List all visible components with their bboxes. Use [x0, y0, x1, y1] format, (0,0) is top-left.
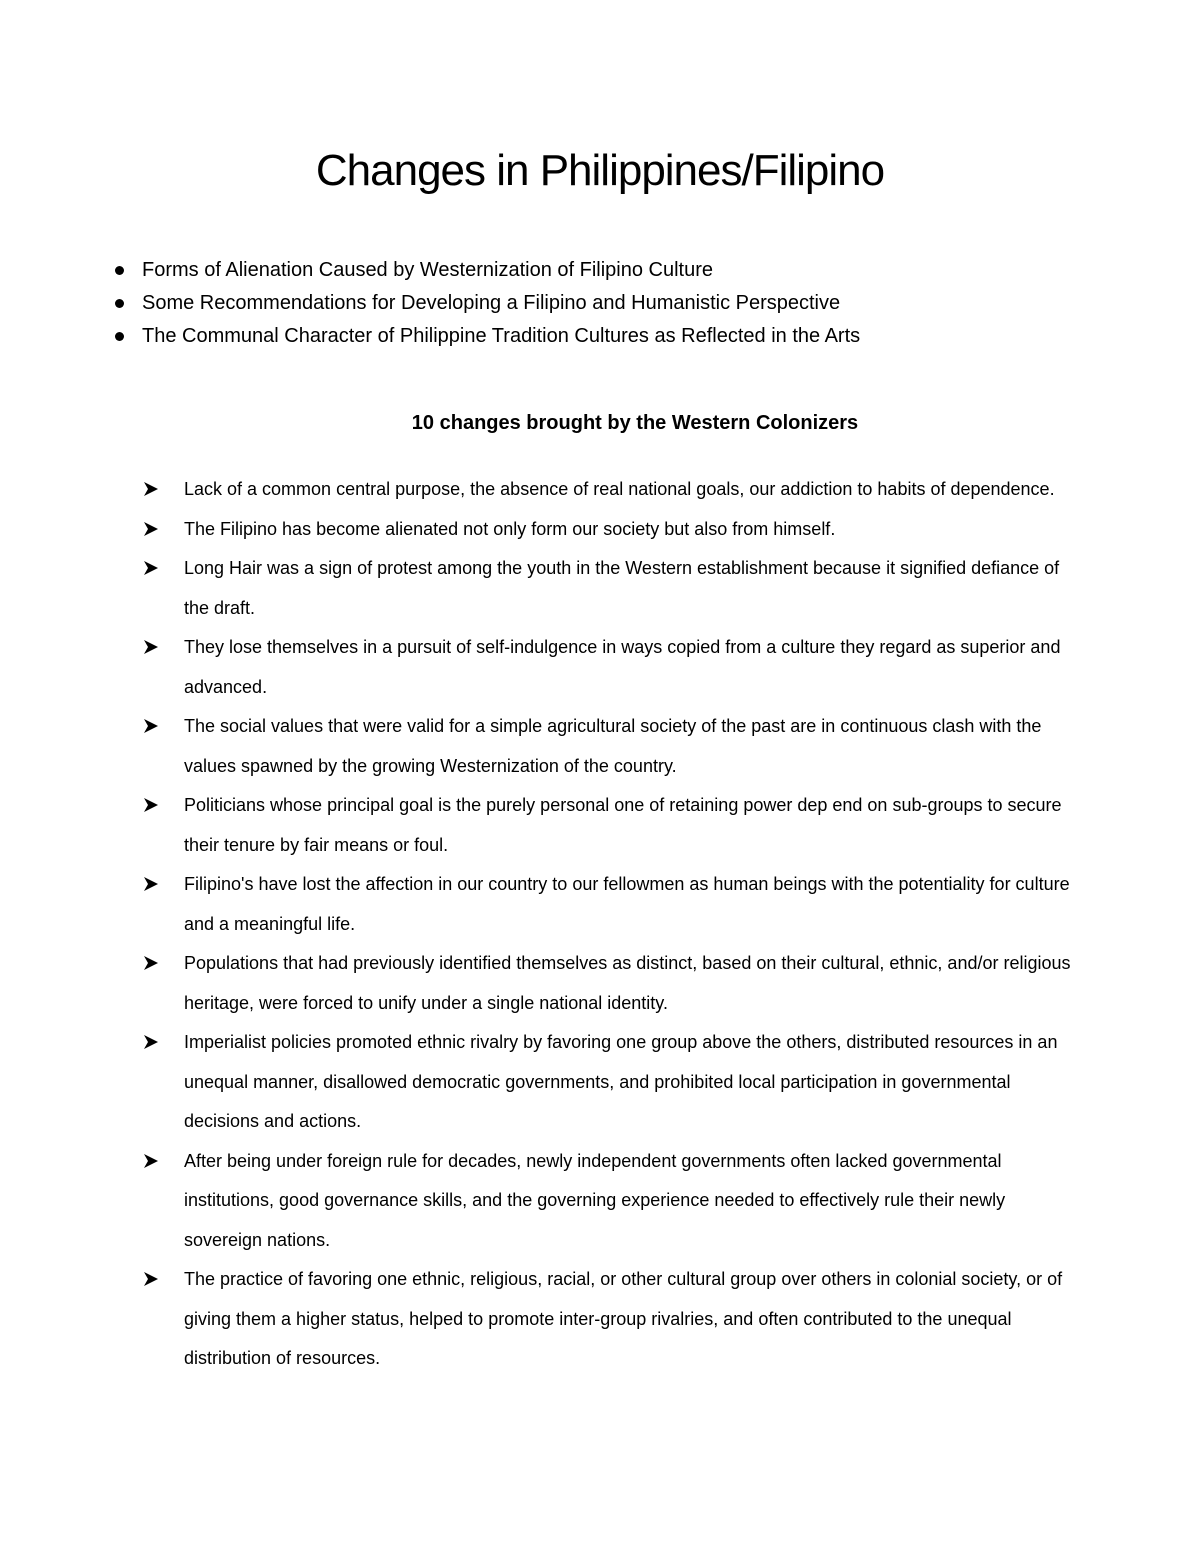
change-text: After being under foreign rule for decades, newly independent governments often lacked governmental institutions, good governance skills, and the governing experience needed to effectively rule their newly sovereign nations.: [184, 1150, 1006, 1250]
arrowhead-bullet-icon: [142, 875, 160, 893]
section-heading: 10 changes brought by the Western Colonizers: [411, 412, 859, 434]
change-item: [140, 470, 1080, 510]
change-item: [140, 1023, 1080, 1142]
change-item: [140, 510, 1080, 550]
change-item: [140, 944, 1080, 1023]
change-text: The practice of favoring one ethnic, religious, racial, or other cultural group over others in colonial society, or of giving them a higher status, helped to promote inter-group rivalries, and often contributed to the unequal distribution of resources.: [184, 1269, 1063, 1368]
topic-list: [110, 256, 1110, 355]
change-text: Politicians whose principal goal is the purely personal one of retaining power dep end on sub-groups to secure their tenure by fair means or foul.: [184, 795, 1062, 855]
topic-item: [110, 289, 1110, 322]
arrowhead-bullet-icon: [142, 717, 160, 735]
topic-text: Some Recommendations for Developing a Filipino and Humanistic Perspective: [142, 292, 841, 314]
change-item: [140, 549, 1080, 628]
arrowhead-bullet-icon: [142, 796, 160, 814]
change-item: [140, 1260, 1080, 1379]
arrowhead-bullet-icon: [142, 638, 160, 656]
change-text: They lose themselves in a pursuit of self-indulgence in ways copied from a culture they regard as superior and advanced.: [184, 637, 1061, 697]
change-text: Imperialist policies promoted ethnic rivalry by favoring one group above the others, distributed resources in an unequal manner, disallowed democratic governments, and prohibited local participation in governmental decisions and actions.: [184, 1032, 1058, 1131]
arrowhead-bullet-icon: [142, 480, 160, 498]
change-item: [140, 786, 1080, 865]
change-item: [140, 1142, 1080, 1261]
page-title: Changes in Philippines/Filipino: [315, 146, 885, 195]
change-item: [140, 865, 1080, 944]
change-item: [140, 707, 1080, 786]
change-item: [140, 628, 1080, 707]
bullet-dot-icon: [115, 299, 124, 308]
change-text: Long Hair was a sign of protest among the youth in the Western establishment because it signified defiance of the draft.: [184, 558, 1060, 618]
topic-text: The Communal Character of Philippine Tradition Cultures as Reflected in the Arts: [142, 325, 861, 347]
topic-item: [110, 322, 1110, 355]
arrowhead-bullet-icon: [142, 1270, 160, 1288]
topic-text: Forms of Alienation Caused by Westernization of Filipino Culture: [142, 259, 714, 281]
change-text: Lack of a common central purpose, the absence of real national goals, our addiction to habits of dependence.: [184, 479, 1055, 499]
arrowhead-bullet-icon: [142, 954, 160, 972]
arrowhead-bullet-icon: [142, 1033, 160, 1051]
bullet-dot-icon: [115, 332, 124, 341]
arrowhead-bullet-icon: [142, 520, 160, 538]
bullet-dot-icon: [115, 266, 124, 275]
changes-list: [140, 470, 1080, 1379]
change-text: Filipino's have lost the affection in our country to our fellowmen as human beings with the potentiality for culture and a meaningful life.: [184, 874, 1070, 934]
arrowhead-bullet-icon: [142, 559, 160, 577]
arrowhead-bullet-icon: [142, 1152, 160, 1170]
change-text: The Filipino has become alienated not only form our society but also from himself.: [184, 518, 836, 539]
topic-item: [110, 256, 1110, 289]
change-text: Populations that had previously identified themselves as distinct, based on their cultural, ethnic, and/or religious heritage, were forced to unify under a single national identity.: [184, 953, 1071, 1013]
change-text: The social values that were valid for a simple agricultural society of the past are in continuous clash with the values spawned by the growing Westernization of the country.: [184, 716, 1042, 776]
